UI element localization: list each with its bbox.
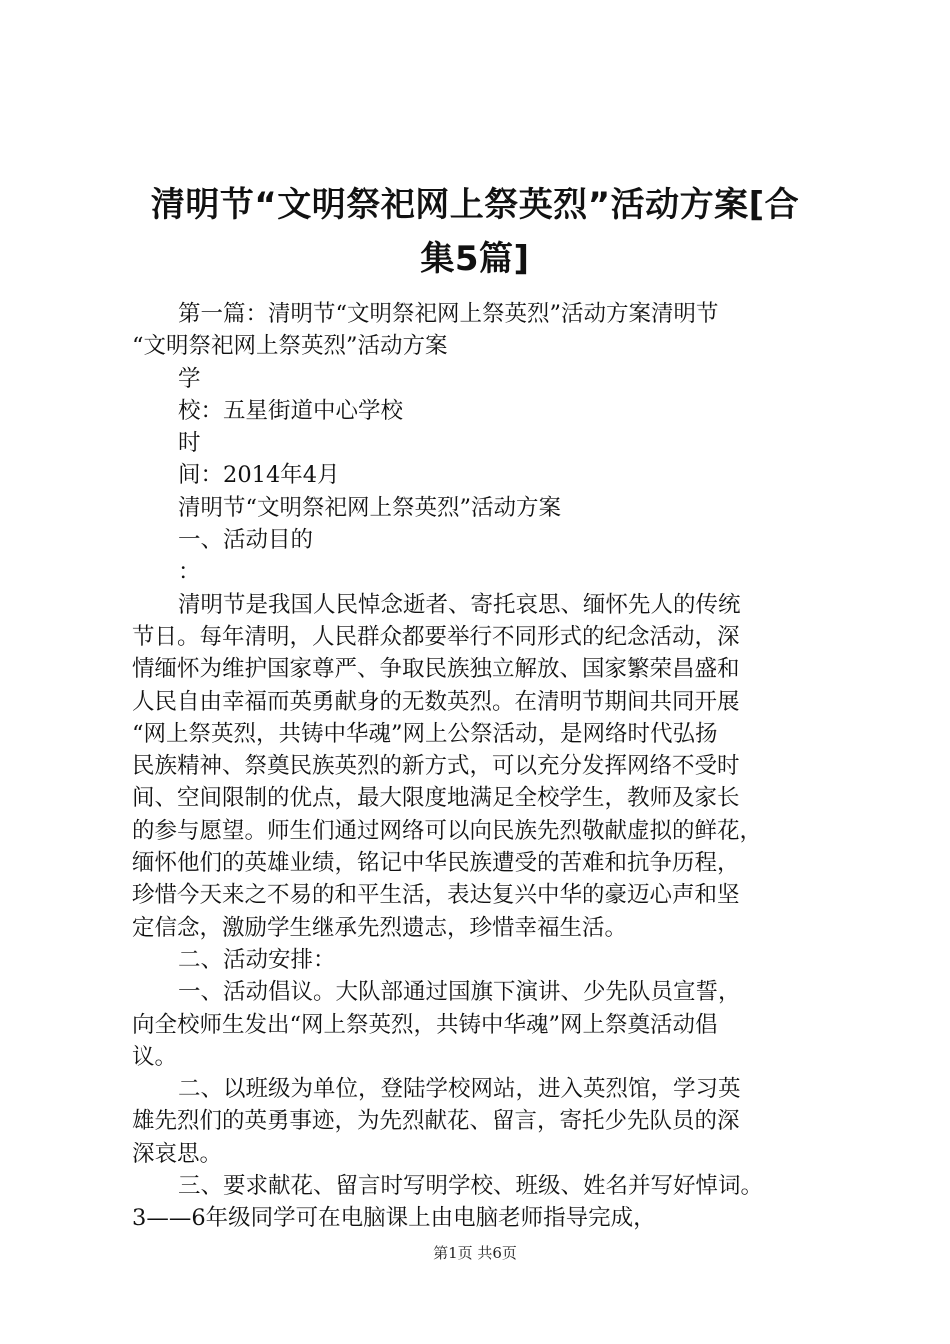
text-line: 第一篇：清明节“文明祭祀网上祭英烈”活动方案清明节: [178, 301, 719, 327]
text-line: “文明祭祀网上祭英烈”活动方案: [132, 333, 448, 360]
text-line: 议。: [132, 1043, 178, 1070]
document-title: [120, 178, 830, 286]
text-line: 学: [178, 365, 201, 392]
text-line: 向全校师生发出“网上祭英烈，共铸中华魂”网上祭奠活动倡: [132, 1011, 718, 1038]
text-line: 3——6年级同学可在电脑课上由电脑老师指导完成，: [132, 1205, 656, 1232]
text-line: 清明节是我国人民悼念逝者、寄托哀思、缅怀先人的传统: [178, 591, 741, 618]
text-line: 珍惜今天来之不易的和平生活，表达复兴中华的豪迈心声和坚: [132, 882, 740, 909]
page-footer: 第1页 共6页: [433, 1244, 517, 1262]
section-heading: 二、活动安排：: [178, 946, 336, 973]
text-line: 民族精神、祭奠民族英烈的新方式，可以充分发挥网络不受时: [132, 753, 740, 780]
text-line: 时: [178, 430, 201, 457]
text-line: 间：2014年4月: [178, 462, 340, 489]
text-line: 人民自由幸福而英勇献身的无数英烈。在清明节期间共同开展: [132, 688, 740, 715]
title-line-2: 集5篇]: [420, 239, 530, 279]
text-line: 雄先烈们的英勇事迹，为先烈献花、留言，寄托少先队员的深: [132, 1108, 740, 1135]
text-line: 一、活动倡议。大队部通过国旗下演讲、少先队员宣誓，: [178, 979, 741, 1006]
text-line: 二、以班级为单位，登陆学校网站，进入英烈馆，学习英: [178, 1076, 741, 1103]
text-line: 缅怀他们的英雄业绩，铭记中华民族遭受的苦难和抗争历程，: [132, 850, 740, 877]
text-line: 三、要求献花、留言时写明学校、班级、姓名并写好悼词。: [178, 1173, 764, 1200]
text-line: 定信念，激励学生继承先烈遗志，珍惜幸福生活。: [132, 914, 628, 941]
text-line: 节日。每年清明，人民群众都要举行不同形式的纪念活动，深: [132, 623, 740, 650]
text-line: 间、空间限制的优点，最大限度地满足全校学生，教师及家长: [132, 785, 740, 812]
text-line: 校：五星街道中心学校: [178, 397, 404, 424]
text-line: 的参与愿望。师生们通过网络可以向民族先烈敬献虚拟的鲜花，: [132, 817, 763, 844]
text-line: 情缅怀为维护国家尊严、争取民族独立解放、国家繁荣昌盛和: [132, 656, 740, 683]
section-heading: 一、活动目的: [178, 527, 314, 554]
text-line: 清明节“文明祭祀网上祭英烈”活动方案: [178, 494, 562, 521]
text-line: “网上祭英烈，共铸中华魂”网上公祭活动，是网络时代弘扬: [132, 720, 718, 747]
document-body: [132, 298, 842, 1235]
text-line: 深哀思。: [132, 1140, 223, 1167]
text-line: ：: [178, 559, 201, 586]
title-line-1: 清明节“文明祭祀网上祭英烈”活动方案[合: [150, 185, 800, 225]
